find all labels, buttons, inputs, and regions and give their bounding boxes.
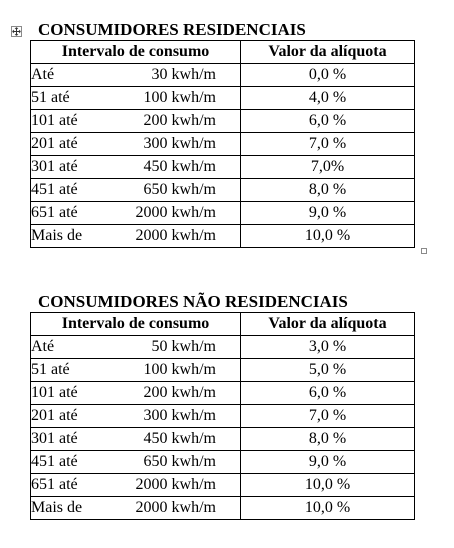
rate-cell: 10,0 % — [241, 474, 415, 497]
interval-cell — [31, 110, 241, 133]
rate-cell: 5,0 % — [241, 359, 415, 382]
interval-from: 301 até — [31, 430, 78, 447]
interval-cell — [31, 497, 241, 520]
interval-to: 2000 kwh/m — [135, 227, 216, 244]
table-row — [31, 359, 415, 382]
interval-to: 100 kwh/m — [143, 361, 216, 378]
interval-to: 450 kwh/m — [143, 158, 216, 175]
rate-cell: 0,0 % — [241, 64, 415, 87]
interval-range — [31, 64, 216, 86]
interval-to: 650 kwh/m — [143, 453, 216, 470]
interval-from: Mais de — [31, 499, 83, 516]
interval-cell — [31, 382, 241, 405]
table-row — [31, 133, 415, 156]
table-row — [31, 405, 415, 428]
rate-cell: 6,0 % — [241, 382, 415, 405]
table-header-row — [31, 41, 415, 64]
interval-to: 2000 kwh/m — [135, 499, 216, 516]
interval-to: 2000 kwh/m — [135, 204, 216, 221]
interval-range — [31, 156, 216, 178]
rate-cell: 3,0 % — [241, 336, 415, 359]
rate-cell: 10,0 % — [241, 497, 415, 520]
interval-range — [31, 451, 216, 473]
interval-range — [31, 497, 216, 519]
interval-cell — [31, 156, 241, 179]
table-row — [31, 110, 415, 133]
table-row — [31, 225, 415, 248]
interval-from: 651 até — [31, 204, 78, 221]
rate-cell: 8,0 % — [241, 179, 415, 202]
interval-to: 100 kwh/m — [143, 89, 216, 106]
interval-to: 300 kwh/m — [143, 135, 216, 152]
interval-to: 650 kwh/m — [143, 181, 216, 198]
non-residential-table — [30, 312, 415, 520]
interval-from: Até — [31, 66, 55, 83]
interval-cell — [31, 225, 241, 248]
interval-range — [31, 110, 216, 132]
non-residential-section — [31, 292, 422, 520]
interval-range — [31, 202, 216, 224]
table-row — [31, 451, 415, 474]
rate-cell: 9,0 % — [241, 202, 415, 225]
interval-range — [31, 179, 216, 201]
interval-range — [31, 382, 216, 404]
table-move-handle-icon[interactable] — [11, 26, 22, 37]
interval-from: Até — [31, 338, 55, 355]
residential-title: CONSUMIDORES RESIDENCIAIS — [38, 20, 306, 39]
table-row — [31, 497, 415, 520]
residential-table — [30, 40, 415, 248]
rate-cell: 7,0 % — [241, 133, 415, 156]
rate-cell: 7,0 % — [241, 405, 415, 428]
header-interval: Intervalo de consumo — [31, 41, 241, 64]
interval-range — [31, 336, 216, 358]
non-residential-title: CONSUMIDORES NÃO RESIDENCIAIS — [38, 292, 348, 311]
table-row — [31, 64, 415, 87]
interval-cell — [31, 87, 241, 110]
table-row — [31, 202, 415, 225]
table-row — [31, 156, 415, 179]
interval-from: 51 até — [31, 361, 70, 378]
table-row — [31, 87, 415, 110]
residential-table-body — [31, 64, 415, 248]
interval-range — [31, 359, 216, 381]
interval-from: 51 até — [31, 89, 70, 106]
table-row — [31, 474, 415, 497]
interval-to: 2000 kwh/m — [135, 476, 216, 493]
table-row — [31, 382, 415, 405]
interval-cell — [31, 405, 241, 428]
interval-from: 301 até — [31, 158, 78, 175]
interval-range — [31, 428, 216, 450]
table-resize-handle[interactable] — [421, 248, 427, 254]
rate-cell: 9,0 % — [241, 451, 415, 474]
header-rate: Valor da alíquota — [241, 41, 415, 64]
table-row — [31, 336, 415, 359]
interval-from: 101 até — [31, 384, 78, 401]
interval-from: 651 até — [31, 476, 78, 493]
residential-section — [31, 20, 422, 248]
interval-cell — [31, 451, 241, 474]
interval-range — [31, 87, 216, 109]
interval-to: 300 kwh/m — [143, 407, 216, 424]
rate-cell: 4,0 % — [241, 87, 415, 110]
header-interval: Intervalo de consumo — [31, 313, 241, 336]
table-row — [31, 179, 415, 202]
interval-cell — [31, 474, 241, 497]
interval-cell — [31, 64, 241, 87]
interval-to: 200 kwh/m — [143, 384, 216, 401]
interval-from: 101 até — [31, 112, 78, 129]
interval-cell — [31, 336, 241, 359]
header-rate: Valor da alíquota — [241, 313, 415, 336]
interval-cell — [31, 359, 241, 382]
interval-cell — [31, 202, 241, 225]
rate-cell: 7,0% — [241, 156, 415, 179]
interval-to: 200 kwh/m — [143, 112, 216, 129]
table-row — [31, 428, 415, 451]
interval-to: 50 kwh/m — [151, 338, 216, 355]
interval-cell — [31, 179, 241, 202]
interval-from: 451 até — [31, 453, 78, 470]
rate-cell: 10,0 % — [241, 225, 415, 248]
interval-cell — [31, 428, 241, 451]
interval-from: 451 até — [31, 181, 78, 198]
interval-range — [31, 474, 216, 496]
table-header-row — [31, 313, 415, 336]
interval-from: 201 até — [31, 135, 78, 152]
interval-range — [31, 405, 216, 427]
interval-cell — [31, 133, 241, 156]
rate-cell: 6,0 % — [241, 110, 415, 133]
interval-to: 450 kwh/m — [143, 430, 216, 447]
interval-from: 201 até — [31, 407, 78, 424]
interval-range — [31, 133, 216, 155]
rate-cell: 8,0 % — [241, 428, 415, 451]
interval-range — [31, 225, 216, 247]
interval-to: 30 kwh/m — [151, 66, 216, 83]
non-residential-table-body — [31, 336, 415, 520]
interval-from: Mais de — [31, 227, 83, 244]
